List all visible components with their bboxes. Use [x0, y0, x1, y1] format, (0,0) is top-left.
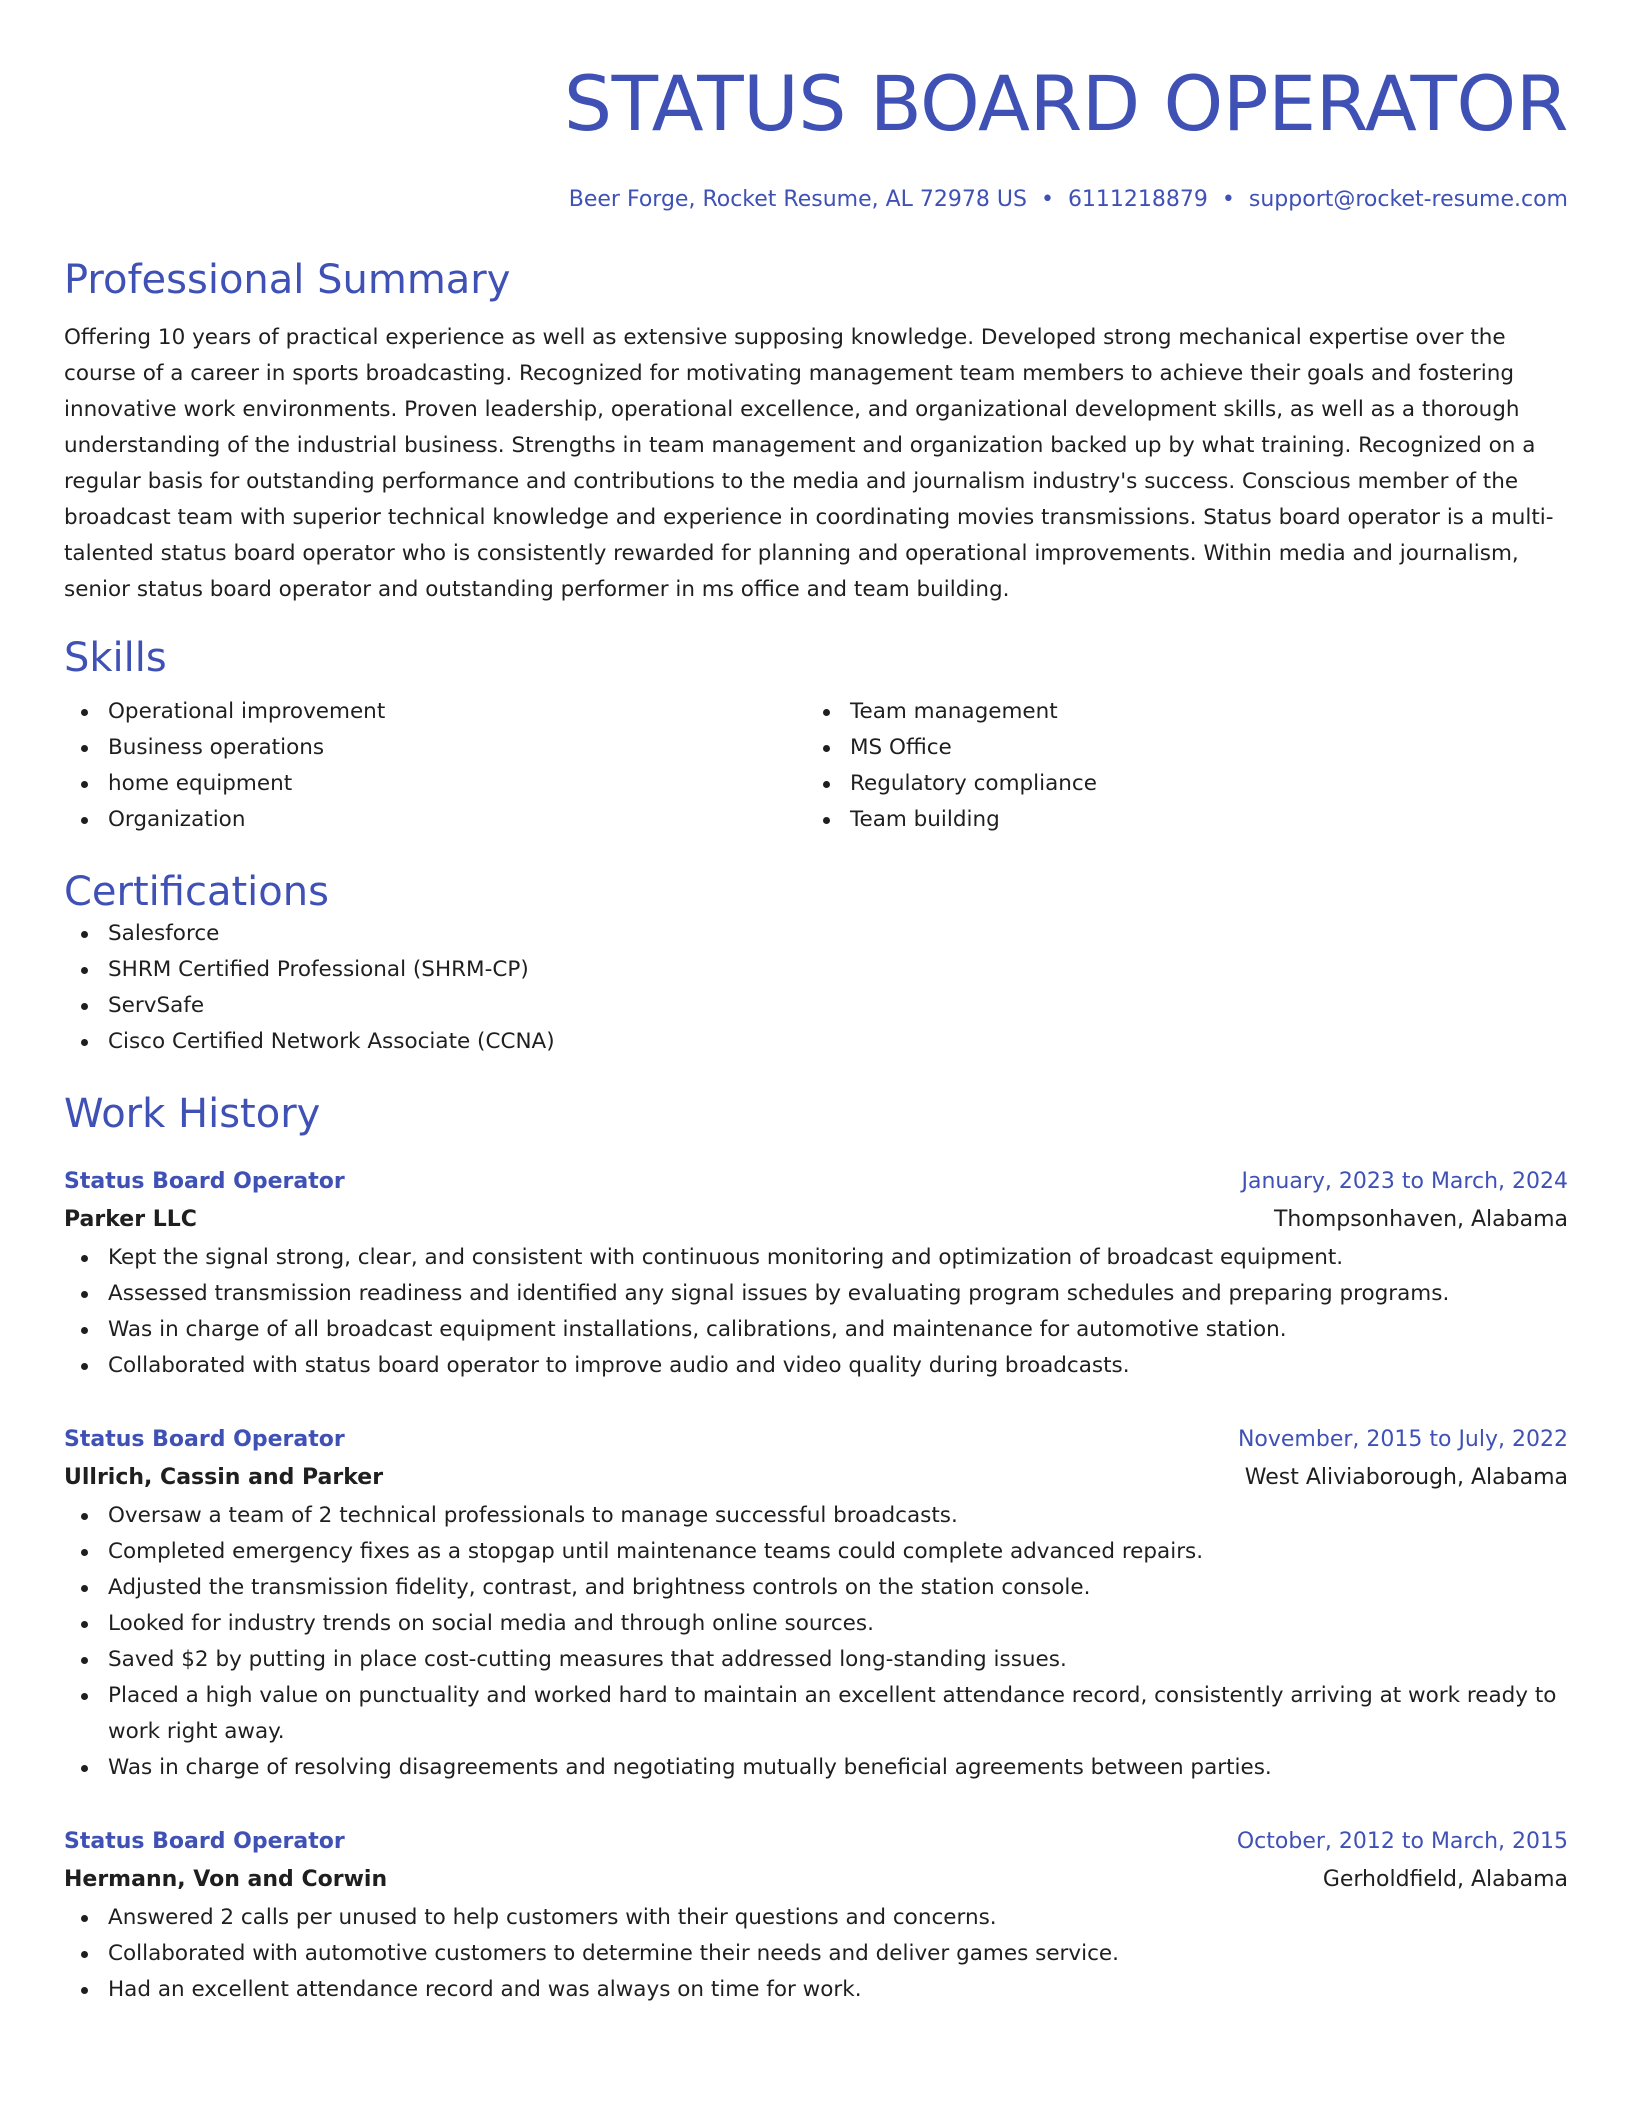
job-bullet: Adjusted the transmission fidelity, contrast, and brightness controls on the station console. — [64, 1570, 1568, 1606]
job-location: Gerholdfield, Alabama — [1322, 1867, 1568, 1892]
job-bullet: Kept the signal strong, clear, and consistent with continuous monitoring and optimization of broadcast equipment. — [64, 1240, 1568, 1276]
skills-heading: Skills — [64, 635, 167, 681]
job-bullet: Oversaw a team of 2 technical professionals to manage successful broadcasts. — [64, 1498, 1568, 1534]
job-entry — [64, 1164, 1568, 1384]
job-bullet: Collaborated with status board operator to improve audio and video quality during broadcasts. — [64, 1348, 1568, 1384]
job-company-row — [64, 1458, 1568, 1498]
certifications-list — [64, 916, 1568, 1060]
skill-item: Team building — [806, 802, 1548, 838]
contact-separator: • — [1040, 187, 1054, 212]
summary-text: Offering 10 years of practical experience as well as extensive supposing knowledge. Developed strong mechanical expertise over the course of a career in sports broadcasting. Recognized for motivating management team members to achieve their goals and fostering innovative work environments. Proven leadership, operational excellence, and organizational development skills, as well as a thorough understanding of the industrial business. Strengths in team management and organization backed up by what training. Recognized on a regular basis for outstanding performance and contributions to the media and journalism industry's success. Conscious member of the broadcast team with superior technical knowledge and experience in coordinating movies transmissions. Status board operator is a multi-talented status board operator who is consistently rewarded for planning and operational improvements. Within media and journalism, senior status board operator and outstanding performer in ms office and team building. — [64, 325, 1554, 602]
skills-list-left — [64, 694, 806, 838]
job-dates: October, 2012 to March, 2015 — [1236, 1829, 1568, 1854]
work-history-heading: Work History — [64, 1091, 321, 1137]
job-company: Ullrich, Cassin and Parker — [64, 1465, 384, 1490]
job-title: Status Board Operator — [64, 1169, 345, 1194]
job-entry — [64, 1422, 1568, 1786]
job-bullet: Completed emergency fixes as a stopgap until maintenance teams could complete advanced repairs. — [64, 1534, 1568, 1570]
certification-item: SHRM Certified Professional (SHRM-CP) — [64, 952, 1568, 988]
resume-header — [64, 54, 1568, 216]
work-history-section — [64, 1090, 1568, 2008]
skills-grid — [64, 694, 1568, 838]
job-bullet-list — [64, 1498, 1568, 1786]
job-bullet: Saved $2 by putting in place cost-cutting measures that addressed long-standing issues. — [64, 1642, 1568, 1678]
job-bullet: Answered 2 calls per unused to help customers with their questions and concerns. — [64, 1900, 1568, 1936]
job-bullet-list — [64, 1240, 1568, 1384]
job-dates: January, 2023 to March, 2024 — [1241, 1169, 1568, 1194]
skills-section — [64, 634, 1568, 838]
job-company: Hermann, Von and Corwin — [64, 1867, 388, 1892]
contact-phone: 6111218879 — [1067, 187, 1208, 212]
certification-item: Salesforce — [64, 916, 1568, 952]
skills-column-left — [64, 694, 806, 838]
certifications-section — [64, 868, 1568, 1060]
skill-item: MS Office — [806, 730, 1548, 766]
skill-item: home equipment — [64, 766, 806, 802]
certification-item: Cisco Certified Network Associate (CCNA) — [64, 1024, 1568, 1060]
contact-address: Beer Forge, Rocket Resume, AL 72978 US — [568, 187, 1027, 212]
summary-heading: Professional Summary — [64, 257, 511, 303]
skill-item: Operational improvement — [64, 694, 806, 730]
summary-section — [64, 256, 1568, 608]
job-bullet: Collaborated with automotive customers to determine their needs and deliver games service. — [64, 1936, 1568, 1972]
job-title-row — [64, 1164, 1568, 1200]
job-company-row — [64, 1200, 1568, 1240]
skill-item: Organization — [64, 802, 806, 838]
job-bullet: Was in charge of resolving disagreements and negotiating mutually beneficial agreements between parties. — [64, 1750, 1568, 1786]
contact-email[interactable]: support@rocket-resume.com — [1248, 187, 1568, 212]
contact-separator: • — [1221, 187, 1235, 212]
skill-item: Team management — [806, 694, 1548, 730]
job-title: Status Board Operator — [64, 1829, 345, 1854]
job-bullet: Assessed transmission readiness and identified any signal issues by evaluating program schedules and preparing programs. — [64, 1276, 1568, 1312]
certification-item: ServSafe — [64, 988, 1568, 1024]
job-location: Thompsonhaven, Alabama — [1273, 1207, 1568, 1232]
job-title: Status Board Operator — [64, 1427, 345, 1452]
certifications-heading: Certifications — [64, 869, 329, 915]
job-title-row — [64, 1824, 1568, 1860]
job-bullet-list — [64, 1900, 1568, 2008]
skill-item: Business operations — [64, 730, 806, 766]
job-bullet: Had an excellent attendance record and was always on time for work. — [64, 1972, 1568, 2008]
skills-list-right — [806, 694, 1548, 838]
job-company-row — [64, 1860, 1568, 1900]
job-bullet: Looked for industry trends on social media and through online sources. — [64, 1606, 1568, 1642]
job-bullet: Was in charge of all broadcast equipment installations, calibrations, and maintenance for automotive station. — [64, 1312, 1568, 1348]
job-entry — [64, 1824, 1568, 2008]
skill-item: Regulatory compliance — [806, 766, 1548, 802]
job-location: West Aliviaborough, Alabama — [1244, 1465, 1568, 1490]
job-title-row — [64, 1422, 1568, 1458]
job-company: Parker LLC — [64, 1207, 197, 1232]
job-dates: November, 2015 to July, 2022 — [1237, 1427, 1568, 1452]
job-bullet: Placed a high value on punctuality and worked hard to maintain an excellent attendance record, consistently arriving at work ready to work right away. — [64, 1678, 1568, 1750]
skills-column-right — [806, 694, 1548, 838]
candidate-name: STATUS BOARD OPERATOR — [563, 59, 1568, 148]
contact-line — [64, 184, 1568, 216]
